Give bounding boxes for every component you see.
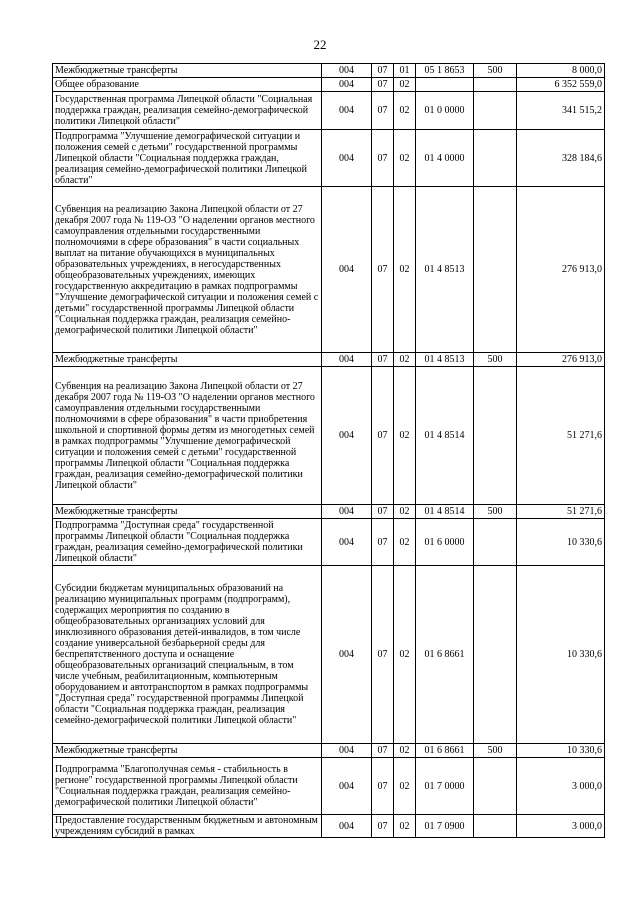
cell-name: Межбюджетные трансферты [53,744,322,758]
cell-amount: 51 271,6 [517,505,605,519]
cell-subsection: 02 [394,566,416,744]
cell-ministry-code: 004 [322,92,372,130]
page-number: 22 [313,37,327,52]
cell-name: Подпрограмма "Доступная среда" государственной программы Липецкой области "Социальная поддержка граждан, реализация семейно-демографической политики Липецкой области" [53,519,322,566]
cell-target-code: 05 1 8653 [416,64,474,78]
table-row [53,815,605,838]
cell-target-code: 01 6 0000 [416,519,474,566]
cell-amount: 276 913,0 [517,353,605,367]
cell-amount: 276 913,0 [517,187,605,353]
cell-expense-type: 500 [474,505,517,519]
cell-subsection: 02 [394,353,416,367]
cell-ministry-code: 004 [322,744,372,758]
cell-ministry-code: 004 [322,566,372,744]
cell-ministry-code: 004 [322,64,372,78]
cell-ministry-code: 004 [322,519,372,566]
cell-expense-type [474,519,517,566]
cell-target-code: 01 6 8661 [416,566,474,744]
cell-section: 07 [372,353,394,367]
cell-expense-type [474,566,517,744]
cell-subsection: 02 [394,519,416,566]
cell-ministry-code: 004 [322,130,372,187]
cell-subsection: 01 [394,64,416,78]
cell-target-code: 01 7 0000 [416,758,474,815]
table-row [53,187,605,353]
cell-section: 07 [372,92,394,130]
cell-section: 07 [372,187,394,353]
cell-subsection: 02 [394,187,416,353]
cell-name: Субвенция на реализацию Закона Липецкой области от 27 декабря 2007 года № 119-ОЗ "О наделении органов местного самоуправления отдельными государственными полномочиями в сфере образования" в части приобретения школьной и спортивной формы детям из многодетных семей в рамках подпрограммы "Улучшение демографической ситуации и положения семей с детьми" государственной программы Липецкой области "Социальная поддержка граждан, реализация семейно-демографической политики Липецкой области" [53,367,322,505]
cell-expense-type [474,367,517,505]
cell-amount: 328 184,6 [517,130,605,187]
cell-expense-type [474,92,517,130]
budget-table [52,63,605,838]
cell-expense-type: 500 [474,64,517,78]
cell-section: 07 [372,566,394,744]
cell-name: Субвенция на реализацию Закона Липецкой области от 27 декабря 2007 года № 119-ОЗ "О наделении органов местного самоуправления отдельными государственными полномочиями в сфере образования" в части социальных выплат на питание обучающихся в муниципальных образовательных учреждениях, в негосударственных общеобразовательных учреждениях, имеющих государственную аккредитацию в рамках подпрограммы "Улучшение демографической ситуации и положения семей с детьми" государственной программы Липецкой области "Социальная поддержка граждан, реализация семейно-демографической политики Липецкой области" [53,187,322,353]
cell-expense-type: 500 [474,744,517,758]
cell-expense-type: 500 [474,353,517,367]
cell-ministry-code: 004 [322,505,372,519]
cell-amount: 8 000,0 [517,64,605,78]
cell-target-code: 01 0 0000 [416,92,474,130]
cell-subsection: 02 [394,78,416,92]
cell-target-code: 01 4 8514 [416,505,474,519]
table-row [53,130,605,187]
cell-target-code: 01 4 8513 [416,353,474,367]
table-row [53,758,605,815]
cell-subsection: 02 [394,505,416,519]
cell-subsection: 02 [394,744,416,758]
cell-name: Межбюджетные трансферты [53,64,322,78]
cell-section: 07 [372,815,394,838]
cell-amount: 51 271,6 [517,367,605,505]
cell-expense-type [474,78,517,92]
cell-ministry-code: 004 [322,758,372,815]
cell-ministry-code: 004 [322,367,372,505]
cell-ministry-code: 004 [322,815,372,838]
cell-section: 07 [372,744,394,758]
cell-section: 07 [372,130,394,187]
cell-amount: 3 000,0 [517,815,605,838]
cell-subsection: 02 [394,92,416,130]
cell-name: Подпрограмма "Улучшение демографической ситуации и положения семей с детьми" государственной программы Липецкой области "Социальная поддержка граждан, реализация семейно-демографической политики Липецкой области" [53,130,322,187]
table-row [53,566,605,744]
cell-target-code: 01 7 0900 [416,815,474,838]
cell-section: 07 [372,519,394,566]
cell-section: 07 [372,505,394,519]
cell-name: Межбюджетные трансферты [53,505,322,519]
cell-target-code [416,78,474,92]
cell-name: Субсидии бюджетам муниципальных образований на реализацию муниципальных программ (подпрограмм), содержащих мероприятия по созданию в общеобразовательных организациях условий для инклюзивного образования детей-инвалидов, в том числе создание универсальной безбарьерной среды для беспрепятственного доступа и оснащение общеобразовательных организаций специальным, в том числе учебным, реабилитационным, компьютерным оборудованием и автотранспортом в рамках подпрограммы "Доступная среда" государственной программы Липецкой области "Социальная поддержка граждан, реализация семейно-демографической политики Липецкой области" [53,566,322,744]
cell-target-code: 01 4 8514 [416,367,474,505]
cell-section: 07 [372,64,394,78]
cell-amount: 10 330,6 [517,519,605,566]
cell-amount: 6 352 559,0 [517,78,605,92]
table-row [53,505,605,519]
cell-target-code: 01 4 0000 [416,130,474,187]
cell-name: Предоставление государственным бюджетным и автономным учреждениям субсидий в рамках [53,815,322,838]
cell-ministry-code: 004 [322,353,372,367]
cell-subsection: 02 [394,367,416,505]
cell-amount: 341 515,2 [517,92,605,130]
cell-subsection: 02 [394,815,416,838]
cell-amount: 10 330,6 [517,744,605,758]
cell-expense-type [474,758,517,815]
cell-target-code: 01 6 8661 [416,744,474,758]
table-row [53,353,605,367]
table-row [53,92,605,130]
cell-name: Межбюджетные трансферты [53,353,322,367]
table-row [53,64,605,78]
table-row [53,367,605,505]
cell-expense-type [474,130,517,187]
cell-expense-type [474,187,517,353]
cell-ministry-code: 004 [322,78,372,92]
table-row [53,519,605,566]
table-row [53,78,605,92]
cell-target-code: 01 4 8513 [416,187,474,353]
cell-section: 07 [372,367,394,505]
cell-section: 07 [372,758,394,815]
cell-name: Подпрограмма "Благополучная семья - стабильность в регионе" государственной программы Липецкой области "Социальная поддержка граждан, реализация семейно-демографической политики Липецкой области" [53,758,322,815]
cell-name: Общее образование [53,78,322,92]
cell-name: Государственная программа Липецкой области "Социальная поддержка граждан, реализация семейно-демографической политики Липецкой области" [53,92,322,130]
cell-ministry-code: 004 [322,187,372,353]
cell-amount: 3 000,0 [517,758,605,815]
cell-subsection: 02 [394,130,416,187]
cell-section: 07 [372,78,394,92]
cell-subsection: 02 [394,758,416,815]
cell-amount: 10 330,6 [517,566,605,744]
cell-expense-type [474,815,517,838]
table-row [53,744,605,758]
